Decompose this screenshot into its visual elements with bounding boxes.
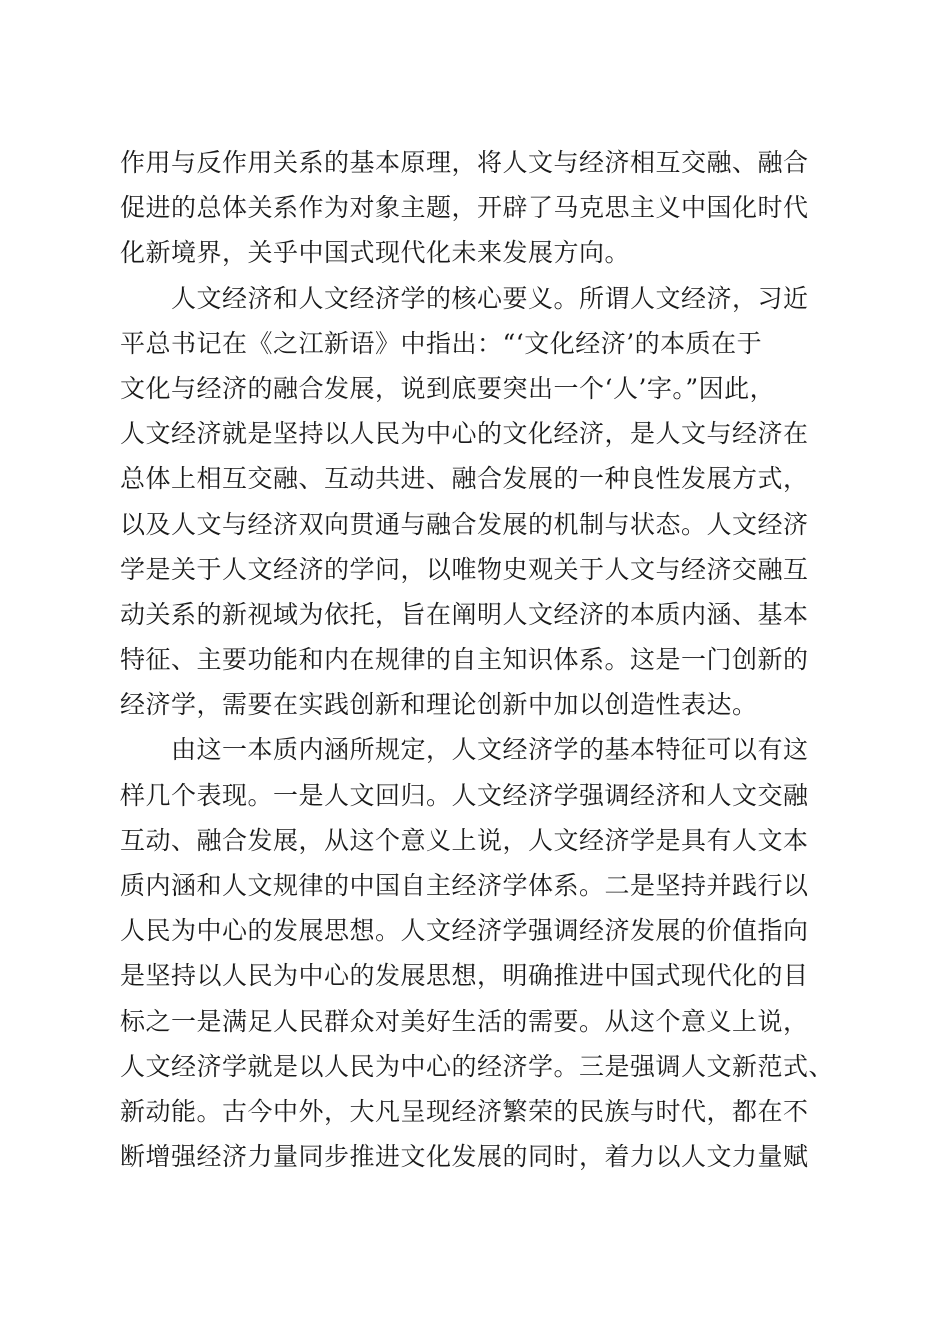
text-line: 人民为中心的发展思想。人文经济学强调经济发展的价值指向 bbox=[120, 916, 809, 946]
text-line: 经济学，需要在实践创新和理论创新中加以创造性表达。 bbox=[120, 690, 758, 720]
text-line: 以及人文与经济双向贯通与融合发展的机制与状态。人文经济 bbox=[120, 509, 809, 539]
text-line: 化新境界，关乎中国式现代化未来发展方向。 bbox=[120, 238, 631, 268]
text-line: 新动能。古今中外，大凡呈现经济繁荣的民族与时代，都在不 bbox=[120, 1096, 809, 1126]
text-line: 断增强经济力量同步推进文化发展的同时，着力以人文力量赋 bbox=[120, 1142, 809, 1172]
text-line: 是坚持以人民为中心的发展思想，明确推进中国式现代化的目 bbox=[120, 961, 809, 991]
text-line: 互动、融合发展，从这个意义上说，人文经济学是具有人文本 bbox=[120, 825, 809, 855]
text-line: 人文经济学就是以人民为中心的经济学。三是强调人文新范式、 bbox=[120, 1051, 835, 1081]
text-line: 动关系的新视域为依托，旨在阐明人文经济的本质内涵、基本 bbox=[120, 599, 809, 629]
text-line: 文化与经济的融合发展，说到底要突出一个‘人’字。”因此， bbox=[120, 373, 776, 403]
text-line: 样几个表现。一是人文回归。人文经济学强调经济和人文交融 bbox=[120, 780, 809, 810]
text-line: 标之一是满足人民群众对美好生活的需要。从这个意义上说， bbox=[120, 1006, 809, 1036]
text-line: 学是关于人文经济的学问，以唯物史观关于人文与经济交融互 bbox=[120, 554, 809, 584]
text-line: 特征、主要功能和内在规律的自主知识体系。这是一门创新的 bbox=[120, 645, 809, 675]
text-line: 人文经济就是坚持以人民为中心的文化经济，是人文与经济在 bbox=[120, 419, 809, 449]
text-line: 作用与反作用关系的基本原理，将人文与经济相互交融、融合 bbox=[120, 148, 809, 177]
text-line: 由这一本质内涵所规定，人文经济学的基本特征可以有这 bbox=[120, 735, 809, 765]
text-line: 质内涵和人文规律的中国自主经济学体系。二是坚持并践行以 bbox=[120, 871, 809, 900]
text-line: 促进的总体关系作为对象主题，开辟了马克思主义中国化时代 bbox=[120, 193, 809, 223]
text-line: 总体上相互交融、互动共进、融合发展的一种良性发展方式， bbox=[120, 464, 809, 494]
text-line: 人文经济和人文经济学的核心要义。所谓人文经济，习近 bbox=[120, 283, 809, 313]
body-text bbox=[120, 140, 840, 1179]
text-line: 平总书记在《之江新语》中指出：“‘文化经济’的本质在于 bbox=[120, 328, 763, 358]
